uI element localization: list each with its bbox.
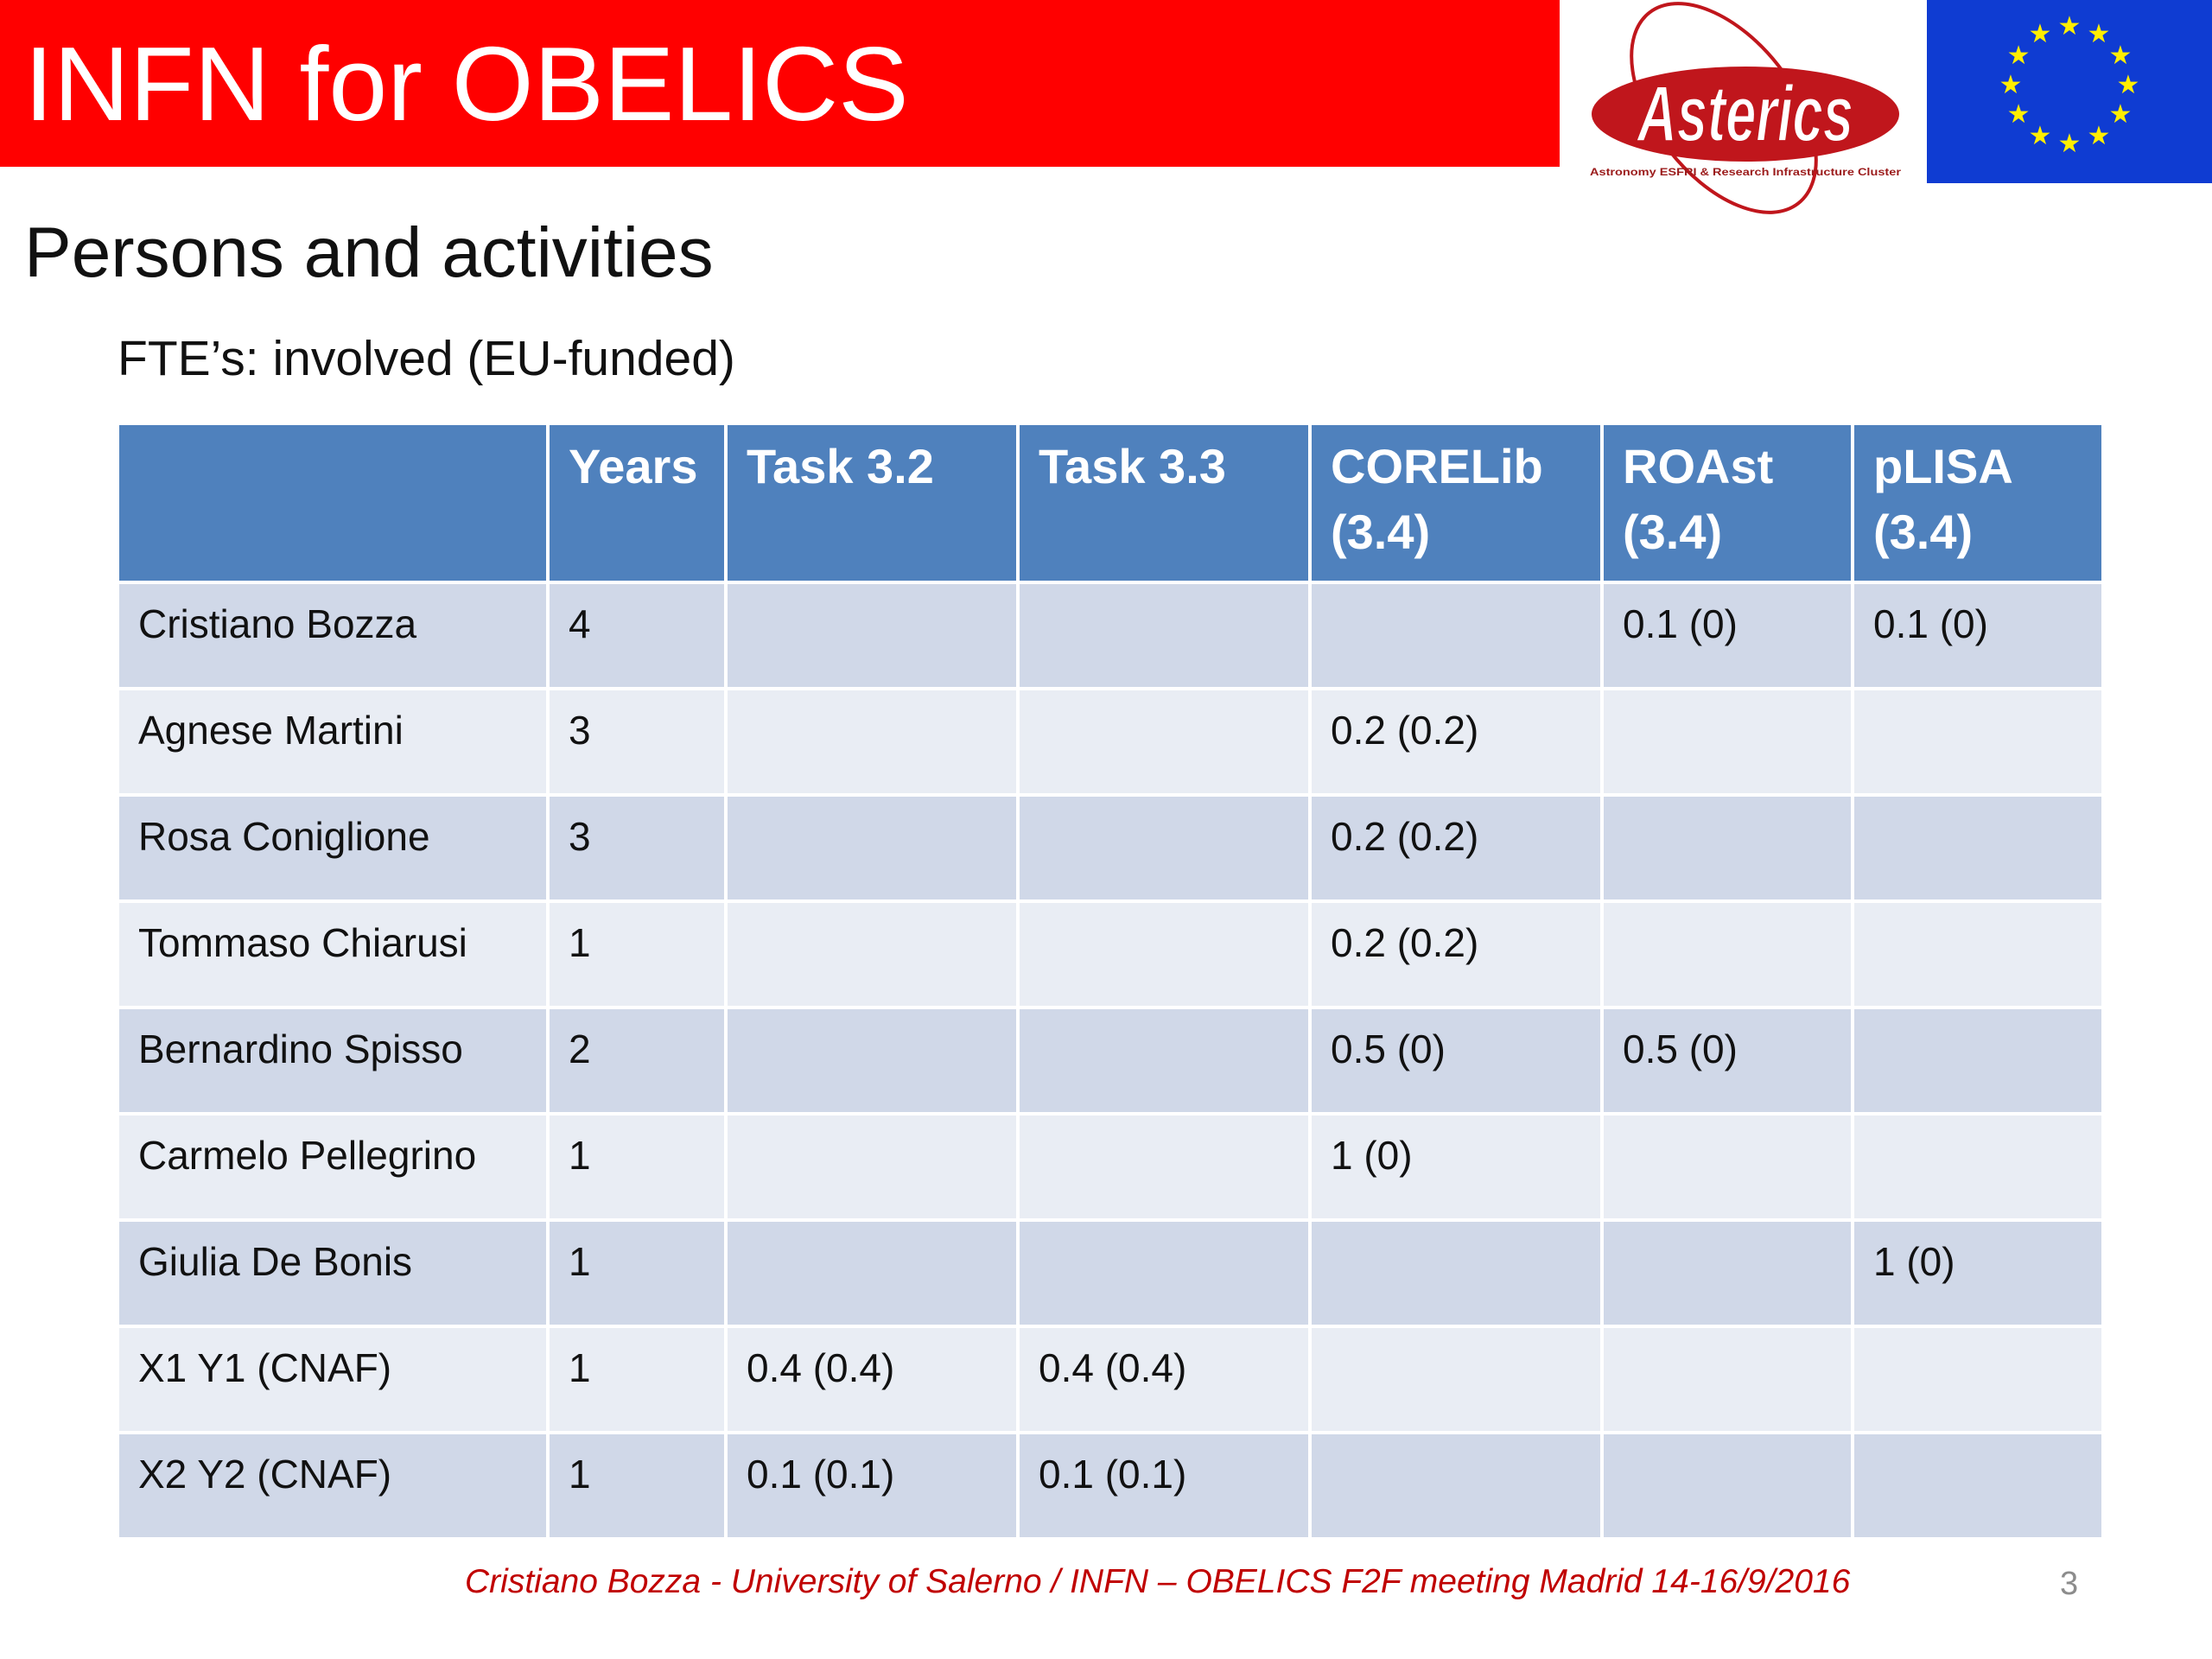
asterics-tagline: Astronomy ESFRI & Research Infrastructure Cluster — [1590, 166, 1902, 178]
cell-years: 4 — [548, 582, 726, 689]
table-row — [118, 795, 2103, 901]
table-row — [118, 1220, 2103, 1326]
cell-task-3-3 — [1018, 795, 1310, 901]
cell-task-3-3 — [1018, 582, 1310, 689]
cell-name: Carmelo Pellegrino — [118, 1114, 548, 1220]
eu-flag-logo — [1927, 0, 2212, 183]
cell-task-3-3 — [1018, 901, 1310, 1007]
cell-task-3-2 — [726, 1007, 1018, 1114]
eu-star-icon: ★ — [2028, 120, 2052, 151]
cell-name: Cristiano Bozza — [118, 582, 548, 689]
cell-roast: 0.5 (0) — [1602, 1007, 1853, 1114]
cell-roast — [1602, 901, 1853, 1007]
cell-task-3-3 — [1018, 689, 1310, 795]
eu-star-icon: ★ — [2108, 99, 2133, 130]
header-years: Years — [548, 423, 726, 582]
cell-name: Bernardino Spisso — [118, 1007, 548, 1114]
cell-years: 1 — [548, 1220, 726, 1326]
cell-task-3-3 — [1018, 1220, 1310, 1326]
cell-task-3-3 — [1018, 1114, 1310, 1220]
title-bar — [0, 0, 1560, 167]
cell-roast — [1602, 795, 1853, 901]
cell-task-3-3: 0.4 (0.4) — [1018, 1326, 1310, 1433]
cell-corelib — [1310, 1433, 1602, 1539]
asterics-wordmark: Asterics — [1636, 70, 1853, 158]
fte-subline: FTE’s: involved (EU-funded) — [118, 331, 735, 386]
cell-name: Rosa Coniglione — [118, 795, 548, 901]
cell-years: 1 — [548, 1114, 726, 1220]
cell-roast — [1602, 1433, 1853, 1539]
eu-star-icon: ★ — [2087, 19, 2111, 50]
cell-plisa — [1853, 1007, 2103, 1114]
cell-task-3-2: 0.4 (0.4) — [726, 1326, 1018, 1433]
cell-years: 2 — [548, 1007, 726, 1114]
cell-roast — [1602, 1220, 1853, 1326]
cell-task-3-3 — [1018, 1007, 1310, 1114]
cell-task-3-2 — [726, 1114, 1018, 1220]
cell-task-3-2 — [726, 795, 1018, 901]
eu-star-icon: ★ — [2028, 19, 2052, 50]
cell-years: 3 — [548, 795, 726, 901]
table-header-row — [118, 423, 2103, 582]
header-plisa: pLISA (3.4) — [1853, 423, 2103, 582]
cell-plisa — [1853, 1326, 2103, 1433]
cell-plisa — [1853, 795, 2103, 901]
cell-plisa — [1853, 689, 2103, 795]
table-row — [118, 901, 2103, 1007]
cell-corelib: 0.2 (0.2) — [1310, 795, 1602, 901]
asterics-logo — [1581, 0, 1910, 225]
cell-roast: 0.1 (0) — [1602, 582, 1853, 689]
slide-subtitle: Persons and activities — [24, 213, 714, 292]
table-row — [118, 689, 2103, 795]
eu-star-icon: ★ — [2006, 99, 2031, 130]
cell-plisa: 0.1 (0) — [1853, 582, 2103, 689]
slide-title: INFN for OBELICS — [24, 25, 909, 143]
cell-corelib: 0.2 (0.2) — [1310, 901, 1602, 1007]
cell-corelib — [1310, 1326, 1602, 1433]
cell-task-3-2: 0.1 (0.1) — [726, 1433, 1018, 1539]
cell-plisa — [1853, 901, 2103, 1007]
cell-plisa — [1853, 1433, 2103, 1539]
cell-task-3-2 — [726, 689, 1018, 795]
eu-star-icon: ★ — [2116, 70, 2140, 100]
table-row — [118, 1007, 2103, 1114]
eu-star-icon: ★ — [1999, 70, 2023, 100]
cell-name: X1 Y1 (CNAF) — [118, 1326, 548, 1433]
eu-star-icon: ★ — [2108, 41, 2133, 71]
table-row — [118, 582, 2103, 689]
cell-name: Agnese Martini — [118, 689, 548, 795]
eu-star-icon: ★ — [2006, 41, 2031, 71]
cell-years: 3 — [548, 689, 726, 795]
header-roast: ROAst (3.4) — [1602, 423, 1853, 582]
table-row — [118, 1433, 2103, 1539]
cell-corelib — [1310, 1220, 1602, 1326]
page-number: 3 — [2060, 1566, 2079, 1602]
cell-plisa: 1 (0) — [1853, 1220, 2103, 1326]
table-row — [118, 1326, 2103, 1433]
header-corelib: CORELib (3.4) — [1310, 423, 1602, 582]
cell-task-3-3: 0.1 (0.1) — [1018, 1433, 1310, 1539]
cell-corelib: 1 (0) — [1310, 1114, 1602, 1220]
cell-roast — [1602, 689, 1853, 795]
cell-task-3-2 — [726, 582, 1018, 689]
cell-name: Tommaso Chiarusi — [118, 901, 548, 1007]
fte-table — [116, 422, 2105, 1541]
cell-years: 1 — [548, 1433, 726, 1539]
cell-corelib: 0.5 (0) — [1310, 1007, 1602, 1114]
cell-years: 1 — [548, 901, 726, 1007]
slide-footer: Cristiano Bozza - University of Salerno / INFN – OBELICS F2F meeting Madrid 14-16/9/2016 — [465, 1563, 1851, 1600]
cell-plisa — [1853, 1114, 2103, 1220]
cell-name: Giulia De Bonis — [118, 1220, 548, 1326]
eu-star-icon: ★ — [2087, 120, 2111, 151]
header-task-3-2: Task 3.2 — [726, 423, 1018, 582]
eu-star-icon: ★ — [2057, 129, 2082, 159]
eu-star-icon: ★ — [2057, 11, 2082, 41]
cell-roast — [1602, 1114, 1853, 1220]
header-task-3-3: Task 3.3 — [1018, 423, 1310, 582]
cell-corelib — [1310, 582, 1602, 689]
cell-name: X2 Y2 (CNAF) — [118, 1433, 548, 1539]
header-name-column — [118, 423, 548, 582]
cell-corelib: 0.2 (0.2) — [1310, 689, 1602, 795]
cell-task-3-2 — [726, 901, 1018, 1007]
cell-years: 1 — [548, 1326, 726, 1433]
cell-task-3-2 — [726, 1220, 1018, 1326]
table-row — [118, 1114, 2103, 1220]
cell-roast — [1602, 1326, 1853, 1433]
